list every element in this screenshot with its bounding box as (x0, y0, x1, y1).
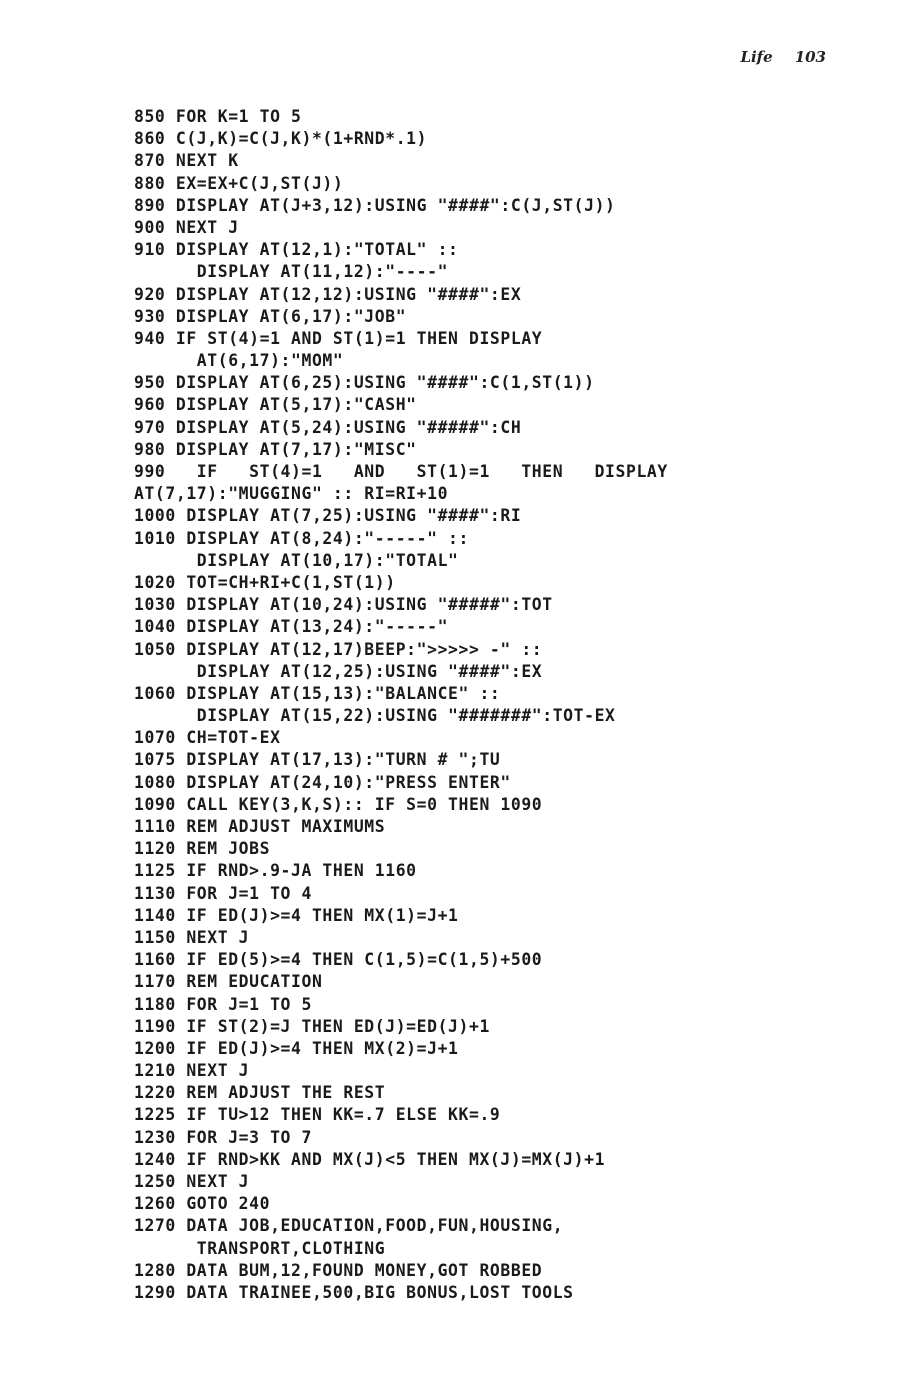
code-line: 1120 REM JOBS (134, 839, 271, 859)
code-line: 980 DISPLAY AT(7,17):"MISC" (134, 439, 417, 459)
code-line: 1210 NEXT J (134, 1061, 250, 1081)
code-line: 1000 DISPLAY AT(7,25):USING "####":RI (134, 506, 522, 526)
code-line: 920 DISPLAY AT(12,12):USING "####":EX (134, 284, 522, 304)
code-line: 1080 DISPLAY AT(24,10):"PRESS ENTER" (134, 772, 511, 792)
code-line: 1200 IF ED(J)>=4 THEN MX(2)=J+1 (134, 1038, 459, 1058)
code-line: 1050 DISPLAY AT(12,17)BEEP:">>>>> -" :: (134, 639, 543, 659)
code-line: DISPLAY AT(15,22):USING "#######":TOT-EX (134, 706, 616, 726)
page-number: 103 (794, 48, 826, 66)
code-line: 1075 DISPLAY AT(17,13):"TURN # ";TU (134, 750, 501, 770)
code-line: 990 IF ST(4)=1 AND ST(1)=1 THEN DISPLAY (134, 462, 668, 481)
code-line: 1280 DATA BUM,12,FOUND MONEY,GOT ROBBED (134, 1260, 543, 1280)
code-line: 1070 CH=TOT-EX (134, 728, 281, 748)
code-line: AT(7,17):"MUGGING" :: RI=RI+10 (134, 484, 449, 504)
code-line: 1180 FOR J=1 TO 5 (134, 994, 312, 1014)
code-line: 900 NEXT J (134, 217, 239, 237)
code-line: 970 DISPLAY AT(5,24):USING "#####":CH (134, 417, 522, 437)
code-line: 1290 DATA TRAINEE,500,BIG BONUS,LOST TOOLS (134, 1282, 574, 1302)
code-line: 1240 IF RND>KK AND MX(J)<5 THEN MX(J)=MX(J)+1 (134, 1149, 606, 1169)
code-line: 1130 FOR J=1 TO 4 (134, 883, 312, 903)
code-line: 1110 REM ADJUST MAXIMUMS (134, 817, 386, 836)
code-line: 940 IF ST(4)=1 AND ST(1)=1 THEN DISPLAY (134, 328, 543, 348)
code-line: 950 DISPLAY AT(6,25):USING "####":C(1,ST(1)) (134, 373, 595, 393)
code-line: 1150 NEXT J (134, 927, 250, 947)
code-line: 1040 DISPLAY AT(13,24):"-----" (134, 617, 449, 637)
code-line: 1270 DATA JOB,EDUCATION,FOOD,FUN,HOUSING, (134, 1216, 564, 1236)
code-line: 850 FOR K=1 TO 5 (134, 107, 302, 126)
code-line: 960 DISPLAY AT(5,17):"CASH" (134, 395, 417, 415)
code-line: 1230 FOR J=3 TO 7 (134, 1127, 312, 1147)
code-line: 1225 IF TU>12 THEN KK=.7 ELSE KK=.9 (134, 1105, 501, 1125)
code-line: TRANSPORT,CLOTHING (134, 1238, 386, 1258)
code-line: DISPLAY AT(11,12):"----" (134, 262, 449, 282)
code-line: 1160 IF ED(5)>=4 THEN C(1,5)=C(1,5)+500 (134, 950, 543, 970)
code-line: 1020 TOT=CH+RI+C(1,ST(1)) (134, 572, 396, 592)
code-line: 1260 GOTO 240 (134, 1194, 271, 1214)
code-line: 880 EX=EX+C(J,ST(J)) (134, 173, 344, 193)
code-line: 910 DISPLAY AT(12,1):"TOTAL" :: (134, 240, 459, 260)
code-line: 890 DISPLAY AT(J+3,12):USING "####":C(J,ST(J)) (134, 195, 616, 215)
code-line: 1010 DISPLAY AT(8,24):"-----" :: (134, 528, 469, 548)
code-line: 1090 CALL KEY(3,K,S):: IF S=0 THEN 1090 (134, 794, 543, 814)
code-line: 860 C(J,K)=C(J,K)*(1+RND*.1) (134, 129, 428, 149)
code-line: 1060 DISPLAY AT(15,13):"BALANCE" :: (134, 683, 501, 703)
code-line: 1250 NEXT J (134, 1172, 250, 1191)
section-title: Life (740, 48, 773, 66)
code-line: DISPLAY AT(10,17):"TOTAL" (134, 550, 459, 570)
code-line: 870 NEXT K (134, 151, 239, 171)
code-line: 1140 IF ED(J)>=4 THEN MX(1)=J+1 (134, 905, 459, 925)
basic-code-listing (134, 106, 834, 1304)
code-line: 1170 REM EDUCATION (134, 972, 323, 992)
code-line: 1125 IF RND>.9-JA THEN 1160 (134, 861, 417, 881)
code-line: 1030 DISPLAY AT(10,24):USING "#####":TOT (134, 595, 553, 615)
running-head (740, 48, 826, 66)
code-line: 1220 REM ADJUST THE REST (134, 1083, 386, 1103)
code-line: AT(6,17):"MOM" (134, 351, 344, 371)
code-line: 1190 IF ST(2)=J THEN ED(J)=ED(J)+1 (134, 1016, 490, 1036)
code-line: 930 DISPLAY AT(6,17):"JOB" (134, 306, 407, 326)
code-line: DISPLAY AT(12,25):USING "####":EX (134, 661, 543, 681)
